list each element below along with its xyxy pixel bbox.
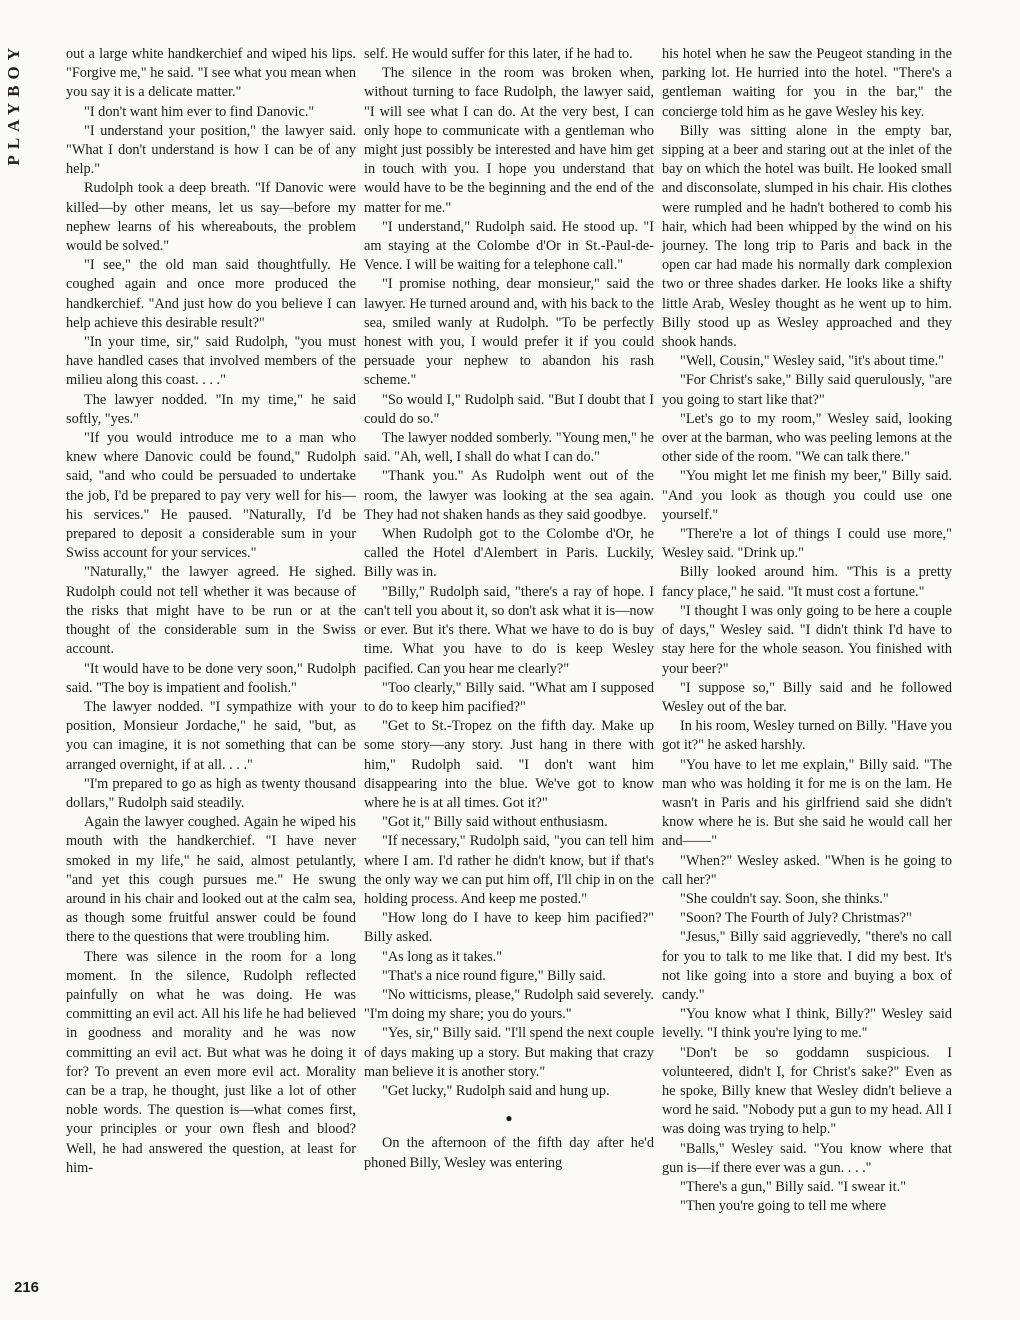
paragraph: "I suppose so," Billy said and he followed Wesley out of the bar. (662, 679, 952, 715)
paragraph: "You have to let me explain," Billy said. "The man who was holding it for me is on the lam. He wasn't in Paris and his girlfriend said she didn't know where he is. But she said he would call her and——" (662, 756, 952, 850)
paragraph: "When?" Wesley asked. "When is he going to call her?" (662, 852, 952, 888)
paragraph: "There're a lot of things I could use more," Wesley said. "Drink up." (662, 526, 952, 562)
paragraph: When Rudolph got to the Colombe d'Or, he called the Hotel d'Alembert in Paris. Luckily, Billy was in. (364, 526, 654, 581)
paragraph: "No witticisms, please," Rudolph said severely. "I'm doing my share; you do yours." (364, 986, 654, 1023)
paragraph: "I'm prepared to go as high as twenty thousand dollars," Rudolph said steadily. (66, 775, 356, 811)
text-column-2 (364, 45, 654, 1285)
paragraph: "Thank you." As Rudolph went out of the room, the lawyer was looking at the sea again. They had not shaken hands as they said goodbye. (364, 468, 654, 523)
paragraph: self. He would suffer for this later, if he had to. (364, 46, 633, 62)
paragraph: "She couldn't say. Soon, she thinks." (680, 890, 889, 907)
paragraph: "Get lucky," Rudolph said and hung up. (382, 1082, 610, 1099)
text-column-1 (66, 45, 356, 1285)
paragraph: The lawyer nodded somberly. "Young men," he said. "Ah, well, I shall do what I can do." (364, 430, 654, 466)
paragraph: his hotel when he saw the Peugeot standing in the parking lot. He hurried into the hotel. "There's a gentleman waiting for you in the bar," the concierge told him as he gave Wesley his key. (662, 46, 952, 120)
text-column-3 (662, 45, 952, 1285)
paragraph: "I understand your position," the lawyer said. "What I don't understand is how I can be of any help." (66, 122, 356, 178)
paragraph: "That's a nice round figure," Billy said. (382, 967, 606, 984)
paragraph: "Then you're going to tell me where (680, 1198, 887, 1215)
paragraph: "I understand," Rudolph said. He stood up. "I am staying at the Colombe d'Or in St.-Paul-de-Vence. I will be waiting for a telephone call." (364, 218, 654, 274)
paragraph: "So would I," Rudolph said. "But I doubt that I could do so." (364, 391, 654, 427)
paragraph: "You know what I think, Billy?" Wesley said levelly. "I think you're lying to me." (662, 1006, 952, 1042)
paragraph: "If necessary," Rudolph said, "you can tell him where I am. I'd rather he didn't know, but if that's the only way we can put him off, I'll chip in on the holding process. And keep me posted." (364, 833, 654, 907)
paragraph: Billy looked around him. "This is a pretty fancy place," he said. "It must cost a fortune." (662, 564, 952, 600)
section-break: ● (505, 1111, 513, 1126)
paragraph: Billy was sitting alone in the empty bar, sipping at a beer and staring out at the inlet of the bay on which the hotel was built. He looked small and disconsolate, slumped in his chair. His clothes were rumpled and he hadn't bothered to comb his hair, which had been whipped by the wind on his journey. The long trip to Paris and back in the open car had made his normally dark complexion two or three shades darker. He looks like a shifty little Arab, Wesley thought as he went up to him. Billy stood up as Wesley approached and they shook hands. (662, 122, 952, 351)
paragraph: "For Christ's sake," Billy said querulously, "are you going to start like that?" (662, 372, 952, 408)
paragraph: "Got it," Billy said without enthusiasm. (382, 814, 608, 831)
paragraph: "I promise nothing, dear monsieur," said the lawyer. He turned around and, with his back to the sea, smiled wanly at Rudolph. "To be perfectly honest with you, I would prefer it if you could persuade your nephew to abandon his rash scheme." (364, 276, 654, 389)
paragraph: "I don't want him ever to find Danovic." (84, 103, 315, 120)
paragraph: On the afternoon of the fifth day after he'd phoned Billy, Wesley was entering (364, 1135, 654, 1171)
paragraph: "I see," the old man said thoughtfully. He coughed again and once more produced the handkerchief. "And just how do you believe I can help achieve this desirable result?" (66, 257, 356, 331)
paragraph: "Well, Cousin," Wesley said, "it's about time." (680, 353, 944, 370)
paragraph: "Yes, sir," Billy said. "I'll spend the next couple of days making up a story. But making that crazy man believe it is another story." (364, 1025, 654, 1080)
paragraph: "Don't be so goddamn suspicious. I volunteered, didn't I, for Christ's sake?" Even as he spoke, Billy knew that Wesley didn't believe a word he said. "Nobody put a gun to my head. All I was doing was trying to help." (662, 1044, 952, 1138)
paragraph: "Soon? The Fourth of July? Christmas?" (680, 910, 912, 927)
paragraph: "Naturally," the lawyer agreed. He sighed. Rudolph could not tell whether it was because of the risks that might have to be run or at the thought of the considerable sum in the Swiss account. (66, 564, 356, 658)
paragraph: "It would have to be done very soon," Rudolph said. "The boy is impatient and foolish." (66, 660, 356, 696)
paragraph: "How long do I have to keep him pacified?" Billy asked. (364, 910, 654, 946)
paragraph: In his room, Wesley turned on Billy. "Have you got it?" he asked harshly. (662, 718, 952, 754)
paragraph: The lawyer nodded. "I sympathize with your position, Monsieur Jordache," he said, "but, as you can imagine, it is not something that can be arranged overnight, if at all. . . ." (66, 698, 356, 773)
paragraph: "Jesus," Billy said aggrievedly, "there's no call for you to talk to me like that. I did my best. It's not like going into a store and buying a box of candy." (662, 929, 952, 1003)
paragraph: "If you would introduce me to a man who knew where Danovic could be found," Rudolph said, "and who could be persuaded to undertake the job, I'd be prepared to pay very well for his—his services." He paused. "Naturally, I'd be prepared to deposit a considerable sum in your Swiss account for your services." (66, 430, 356, 562)
paragraph: "I thought I was only going to be here a couple of days," Wesley said. "I didn't think I'd have to stay here for the whole season. You finished with your beer?" (662, 602, 952, 677)
page-number: 216 (14, 1279, 40, 1296)
paragraph: "As long as it takes." (382, 948, 503, 965)
paragraph: "Let's go to my room," Wesley said, looking over at the barman, who was peeling lemons at the other side of the room. "We can talk there." (662, 410, 952, 466)
paragraph: Again the lawyer coughed. Again he wiped his mouth with the handkerchief. "I have never smoked in my life," he said, almost petulantly, "and yet this cough pursues me." He swung around in his chair and looked out at the calm sea, as though some fruitful answer could be found there to the questions that were troubling him. (66, 814, 356, 946)
paragraph: "In your time, sir," said Rudolph, "you must have handled cases that involved members of the milieu along this coast. . . ." (66, 334, 356, 389)
paragraph: "Too clearly," Billy said. "What am I supposed to do to keep him pacified?" (364, 679, 654, 715)
paragraph: "Get to St.-Tropez on the fifth day. Make up some story—any story. Just hang in there with him," Rudolph said. "I don't want him disappearing into the blue. We've got to know where he is at all times. Got it?" (364, 718, 654, 811)
paragraph: There was silence in the room for a long moment. In the silence, Rudolph reflected painfully on what he was doing. He was committing an evil act. All his life he had believed in goodness and morality and he was now committing an evil act. But what was he doing it for? To prevent an even more evil act. Morality can be a trap, he thought, just like a lot of other noble words. The question is—what comes first, your principles or your own flesh and blood? Well, he had answered the question, at least for him- (66, 948, 356, 1176)
paragraph: The lawyer nodded. "In my time," he said softly, "yes." (66, 391, 356, 427)
paragraph: "Balls," Wesley said. "You know where that gun is—if there ever was a gun. . . ." (662, 1140, 952, 1176)
magazine-masthead: PLAYBOY (4, 42, 23, 166)
paragraph: "Billy," Rudolph said, "there's a ray of hope. I can't tell you about it, so don't ask what it is—now or ever. But it's there. What we have to do is buy time. What you have to do is keep Wesley pacified. Can you hear me clearly?" (364, 583, 654, 677)
paragraph: "You might let me finish my beer," Billy said. "And you look as though you could use one yourself." (662, 468, 952, 523)
paragraph: "There's a gun," Billy said. "I swear it." (680, 1178, 907, 1195)
paragraph: Rudolph took a deep breath. "If Danovic were killed—by other means, let us say—before my nephew learns of his whereabouts, the problem would be solved." (66, 180, 356, 255)
paragraph: out a large white handkerchief and wiped his lips. "Forgive me," he said. "I see what you mean when you say it is a delicate matter." (66, 46, 356, 101)
paragraph: The silence in the room was broken when, without turning to face Rudolph, the lawyer said, "I will see what I can do. At the very best, I can only hope to communicate with a gentleman who might just possibly be interested and have him get in touch with you. I hope you understand that would have to be the beginning and the end of the matter for me." (364, 65, 654, 216)
